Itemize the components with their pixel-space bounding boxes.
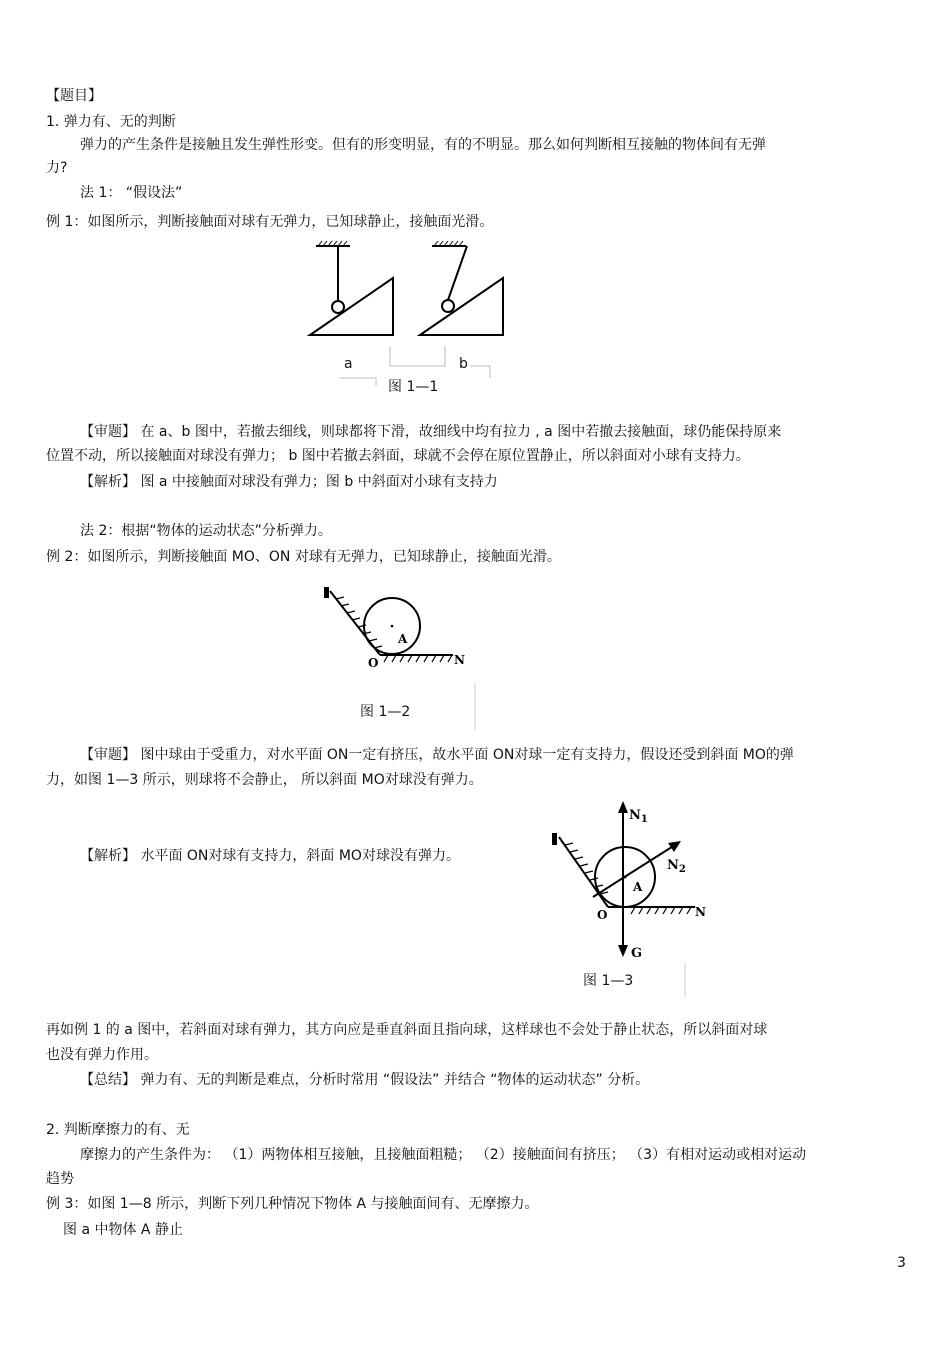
svg-text:N1 <box>629 808 648 825</box>
figure-1-1 <box>300 238 540 398</box>
figure-caption: 图 1—3 <box>583 973 634 989</box>
figure-caption: 图 1—2 <box>360 704 411 720</box>
page-number: 3 <box>897 1255 906 1271</box>
figure-1-2 <box>318 585 478 685</box>
force-label-g: G <box>631 946 643 961</box>
paragraph-line: 力? <box>46 160 68 176</box>
paragraph-line: 弹力的产生条件是接触且发生弹性形变。但有的形变明显，有的不明显。那么如何判断相互接触的物体间有无弹 <box>80 137 766 153</box>
example-text: 例 1：如图所示，判断接触面对球有无弹力，已知球静止，接触面光滑。 <box>46 214 494 230</box>
point-label-a: A <box>398 632 408 646</box>
paragraph-line: 图 a 中物体 A 静止 <box>63 1222 183 1238</box>
analysis-text: 【解析】 水平面 ON对球有支持力，斜面 MO对球没有弹力。 <box>80 848 460 864</box>
point-label-a: A <box>633 880 643 894</box>
section-heading: 2. 判断摩擦力的有、无 <box>46 1122 190 1138</box>
section-label: 【题目】 <box>46 88 102 104</box>
force-subscript-1: 1 <box>640 814 648 825</box>
review-text: 【审题】 图中球由于受重力，对水平面 ON一定有挤压，故水平面 ON对球一定有支持力，假设还受到斜面 MO的弹 <box>80 747 794 763</box>
section-heading: 1. 弹力有、无的判断 <box>46 114 176 130</box>
force-label-n2: N <box>667 858 679 873</box>
review-text: 【审题】 在 a、b 图中，若撤去细线，则球都将下滑，故细线中均有拉力 , a 图中若撤去接触面，球仍能保持原来 <box>80 424 782 440</box>
method-heading: 法 1： “假设法” <box>80 185 183 201</box>
paragraph-line: 也没有弹力作用。 <box>46 1047 158 1063</box>
review-text: 力，如图 1—3 所示，则球将不会静止， 所以斜面 MO对球没有弹力。 <box>46 772 483 788</box>
example-text: 例 3：如图 1—8 所示，判断下列几种情况下物体 A 与接触面间有、无摩擦力。 <box>46 1196 539 1212</box>
figure-label-b: b <box>459 356 468 372</box>
paragraph-line: 摩擦力的产生条件为： （1）两物体相互接触，且接触面粗糙； （2）接触面间有挤压； （3）有相对运动或相对运动 <box>80 1147 807 1163</box>
force-label-n1: N <box>629 808 641 823</box>
example-text: 例 2：如图所示，判断接触面 MO、ON 对球有无弹力，已知球静止，接触面光滑。 <box>46 549 561 565</box>
figure-label-a: a <box>344 356 353 372</box>
paragraph-line: 再如例 1 的 a 图中，若斜面对球有弹力，其方向应是垂直斜面且指向球，这样球也不会处于静止状态，所以斜面对球 <box>46 1022 768 1038</box>
figure-1-3 <box>545 797 715 967</box>
paragraph-line: 趋势 <box>46 1171 74 1187</box>
force-subscript-2: 2 <box>678 864 686 875</box>
point-label-o: O <box>368 656 379 670</box>
point-label-n: N <box>454 653 465 667</box>
figure-caption: 图 1—1 <box>388 379 439 395</box>
summary-text: 【总结】 弹力有、无的判断是难点，分析时常用 “假设法” 并结合 “物体的运动状态” 分析。 <box>80 1072 650 1088</box>
analysis-text: 【解析】 图 a 中接触面对球没有弹力；图 b 中斜面对小球有支持力 <box>80 474 498 490</box>
point-label-n: N <box>695 905 706 919</box>
svg-text:N2 <box>667 858 686 875</box>
point-label-o: O <box>597 908 608 922</box>
method-heading: 法 2：根据“物体的运动状态”分析弹力。 <box>80 523 332 539</box>
review-text: 位置不动，所以接触面对球没有弹力； b 图中若撤去斜面，球就不会停在原位置静止，所以斜面对小球有支持力。 <box>46 448 750 464</box>
